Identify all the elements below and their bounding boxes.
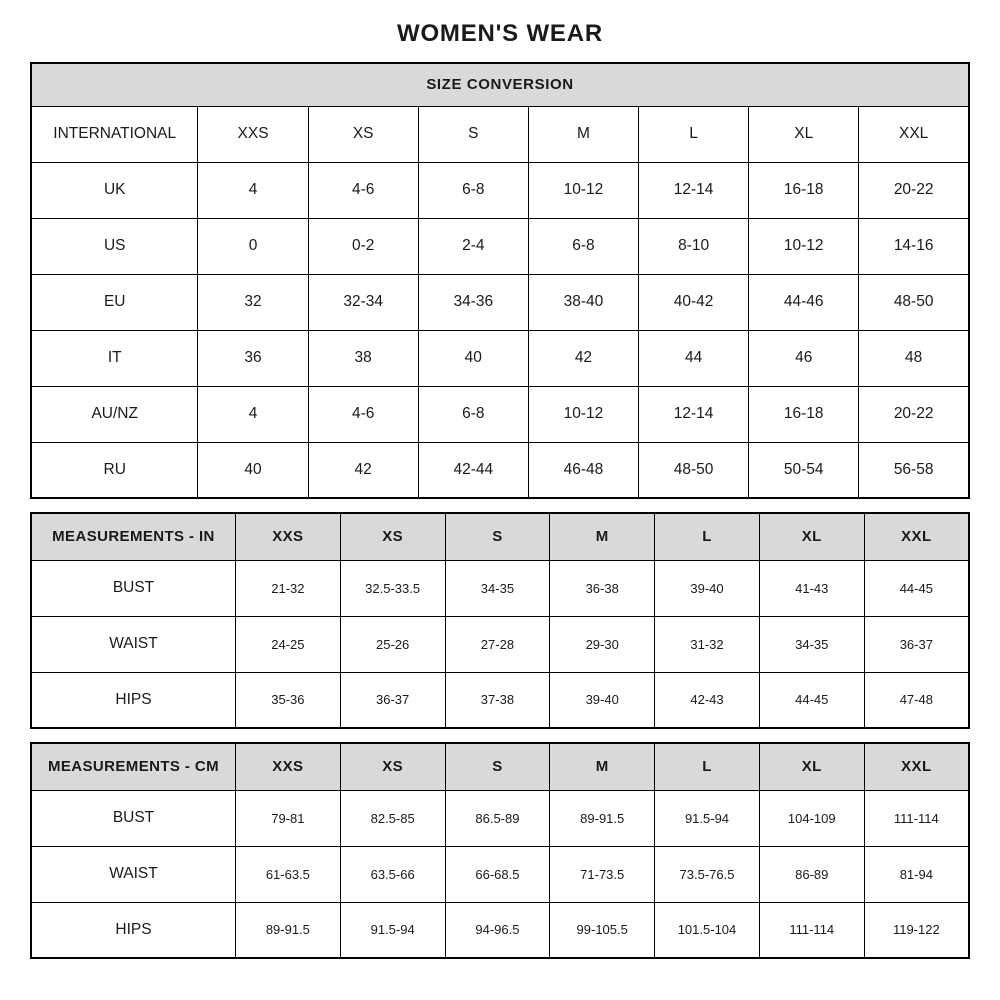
table-cell: 40: [198, 442, 308, 498]
table-cell: 99-105.5: [550, 902, 655, 958]
table-cell: 40-42: [639, 274, 749, 330]
table-cell: 16-18: [749, 162, 859, 218]
table-cell: 89-91.5: [235, 902, 340, 958]
column-header: XS: [340, 513, 445, 560]
table-cell: 29-30: [550, 616, 655, 672]
row-header: HIPS: [31, 672, 235, 728]
table-cell: 10-12: [749, 218, 859, 274]
row-header: AU/NZ: [31, 386, 198, 442]
table-cell: 36-37: [864, 616, 969, 672]
row-header: WAIST: [31, 616, 235, 672]
row-header: RU: [31, 442, 198, 498]
row-header: EU: [31, 274, 198, 330]
row-header: UK: [31, 162, 198, 218]
table-cell: 82.5-85: [340, 790, 445, 846]
table-cell: 34-35: [445, 560, 550, 616]
table-cell: 38: [308, 330, 418, 386]
measurements-cm-table: [30, 742, 970, 959]
row-header: WAIST: [31, 846, 235, 902]
column-header: M: [528, 106, 638, 162]
table-cell: 42-43: [655, 672, 760, 728]
table-cell: 2-4: [418, 218, 528, 274]
column-header: XXL: [864, 513, 969, 560]
table-row: [31, 162, 969, 218]
table-cell: 86.5-89: [445, 790, 550, 846]
table-cell: 61-63.5: [235, 846, 340, 902]
table-cell: 37-38: [445, 672, 550, 728]
table-cell: 47-48: [864, 672, 969, 728]
page-title: WOMEN'S WEAR: [397, 20, 603, 47]
table-row: [31, 274, 969, 330]
table-cell: 21-32: [235, 560, 340, 616]
table-cell: 10-12: [528, 386, 638, 442]
table-cell: 12-14: [639, 386, 749, 442]
table-cell: 94-96.5: [445, 902, 550, 958]
table-cell: 111-114: [864, 790, 969, 846]
row-header: IT: [31, 330, 198, 386]
column-header: L: [655, 513, 760, 560]
table-header-label: MEASUREMENTS - IN: [31, 513, 235, 560]
table-cell: 4-6: [308, 386, 418, 442]
table-cell: 36: [198, 330, 308, 386]
table-cell: 48: [859, 330, 969, 386]
row-header: US: [31, 218, 198, 274]
table-cell: 73.5-76.5: [655, 846, 760, 902]
table-cell: 39-40: [550, 672, 655, 728]
table-cell: 20-22: [859, 386, 969, 442]
size-conversion-table: [30, 62, 970, 499]
table-cell: 44: [639, 330, 749, 386]
column-header: S: [445, 513, 550, 560]
table-row: [31, 218, 969, 274]
measurements-inches-table: [30, 512, 970, 729]
table-cell: 4: [198, 386, 308, 442]
table-cell: 6-8: [418, 162, 528, 218]
table-cell: 119-122: [864, 902, 969, 958]
column-header: XL: [759, 513, 864, 560]
table-header-row: [31, 106, 969, 162]
table-cell: 42: [528, 330, 638, 386]
table-cell: 38-40: [528, 274, 638, 330]
table-cell: 36-38: [550, 560, 655, 616]
table-cell: 42: [308, 442, 418, 498]
table-cell: 104-109: [759, 790, 864, 846]
column-header: XS: [308, 106, 418, 162]
table-cell: 81-94: [864, 846, 969, 902]
table-cell: 32-34: [308, 274, 418, 330]
table-cell: 50-54: [749, 442, 859, 498]
column-header: L: [655, 743, 760, 790]
table-cell: 34-36: [418, 274, 528, 330]
table-header-label: MEASUREMENTS - CM: [31, 743, 235, 790]
table-cell: 91.5-94: [655, 790, 760, 846]
table-cell: 39-40: [655, 560, 760, 616]
table-cell: 0-2: [308, 218, 418, 274]
table-row: [31, 330, 969, 386]
table-row: [31, 560, 969, 616]
table-cell: 46-48: [528, 442, 638, 498]
column-header: XXS: [198, 106, 308, 162]
row-header: HIPS: [31, 902, 235, 958]
table-cell: 48-50: [859, 274, 969, 330]
table-cell: 86-89: [759, 846, 864, 902]
column-header: XL: [759, 743, 864, 790]
table-cell: 79-81: [235, 790, 340, 846]
table-cell: 25-26: [340, 616, 445, 672]
table-row: [31, 902, 969, 958]
column-header: M: [550, 743, 655, 790]
table-cell: 0: [198, 218, 308, 274]
table-cell: 44-46: [749, 274, 859, 330]
table-cell: 6-8: [418, 386, 528, 442]
table-cell: 48-50: [639, 442, 749, 498]
table-cell: 10-12: [528, 162, 638, 218]
column-header: M: [550, 513, 655, 560]
table-cell: 24-25: [235, 616, 340, 672]
table-cell: 40: [418, 330, 528, 386]
table-cell: 27-28: [445, 616, 550, 672]
table-cell: 8-10: [639, 218, 749, 274]
table-cell: 44-45: [759, 672, 864, 728]
table-row: [31, 846, 969, 902]
table-cell: 14-16: [859, 218, 969, 274]
table-cell: 34-35: [759, 616, 864, 672]
column-header: XXL: [859, 106, 969, 162]
table-cell: 41-43: [759, 560, 864, 616]
column-header: S: [445, 743, 550, 790]
table-cell: 89-91.5: [550, 790, 655, 846]
table-title-row: [31, 63, 969, 106]
row-header: BUST: [31, 790, 235, 846]
table-cell: 71-73.5: [550, 846, 655, 902]
column-header: XXS: [235, 743, 340, 790]
table-cell: 16-18: [749, 386, 859, 442]
column-header: S: [418, 106, 528, 162]
row-header: BUST: [31, 560, 235, 616]
table-cell: 32.5-33.5: [340, 560, 445, 616]
table-cell: 20-22: [859, 162, 969, 218]
table-header-row: [31, 743, 969, 790]
table-header-row: [31, 513, 969, 560]
table-cell: 31-32: [655, 616, 760, 672]
table-row: [31, 442, 969, 498]
table-cell: 42-44: [418, 442, 528, 498]
table-row: [31, 672, 969, 728]
table-cell: 111-114: [759, 902, 864, 958]
table-cell: 32: [198, 274, 308, 330]
column-header: XS: [340, 743, 445, 790]
table-cell: 35-36: [235, 672, 340, 728]
table-header-label: INTERNATIONAL: [31, 106, 198, 162]
table-cell: 4-6: [308, 162, 418, 218]
table-cell: 12-14: [639, 162, 749, 218]
table-row: [31, 386, 969, 442]
table-cell: 66-68.5: [445, 846, 550, 902]
table-cell: 101.5-104: [655, 902, 760, 958]
table-cell: 36-37: [340, 672, 445, 728]
table-cell: 91.5-94: [340, 902, 445, 958]
column-header: XXL: [864, 743, 969, 790]
table-cell: 44-45: [864, 560, 969, 616]
table-cell: 6-8: [528, 218, 638, 274]
table-cell: 56-58: [859, 442, 969, 498]
table-cell: 4: [198, 162, 308, 218]
table-row: [31, 616, 969, 672]
table-title: SIZE CONVERSION: [31, 63, 969, 106]
table-row: [31, 790, 969, 846]
column-header: XL: [749, 106, 859, 162]
table-cell: 63.5-66: [340, 846, 445, 902]
column-header: XXS: [235, 513, 340, 560]
column-header: L: [639, 106, 749, 162]
table-cell: 46: [749, 330, 859, 386]
